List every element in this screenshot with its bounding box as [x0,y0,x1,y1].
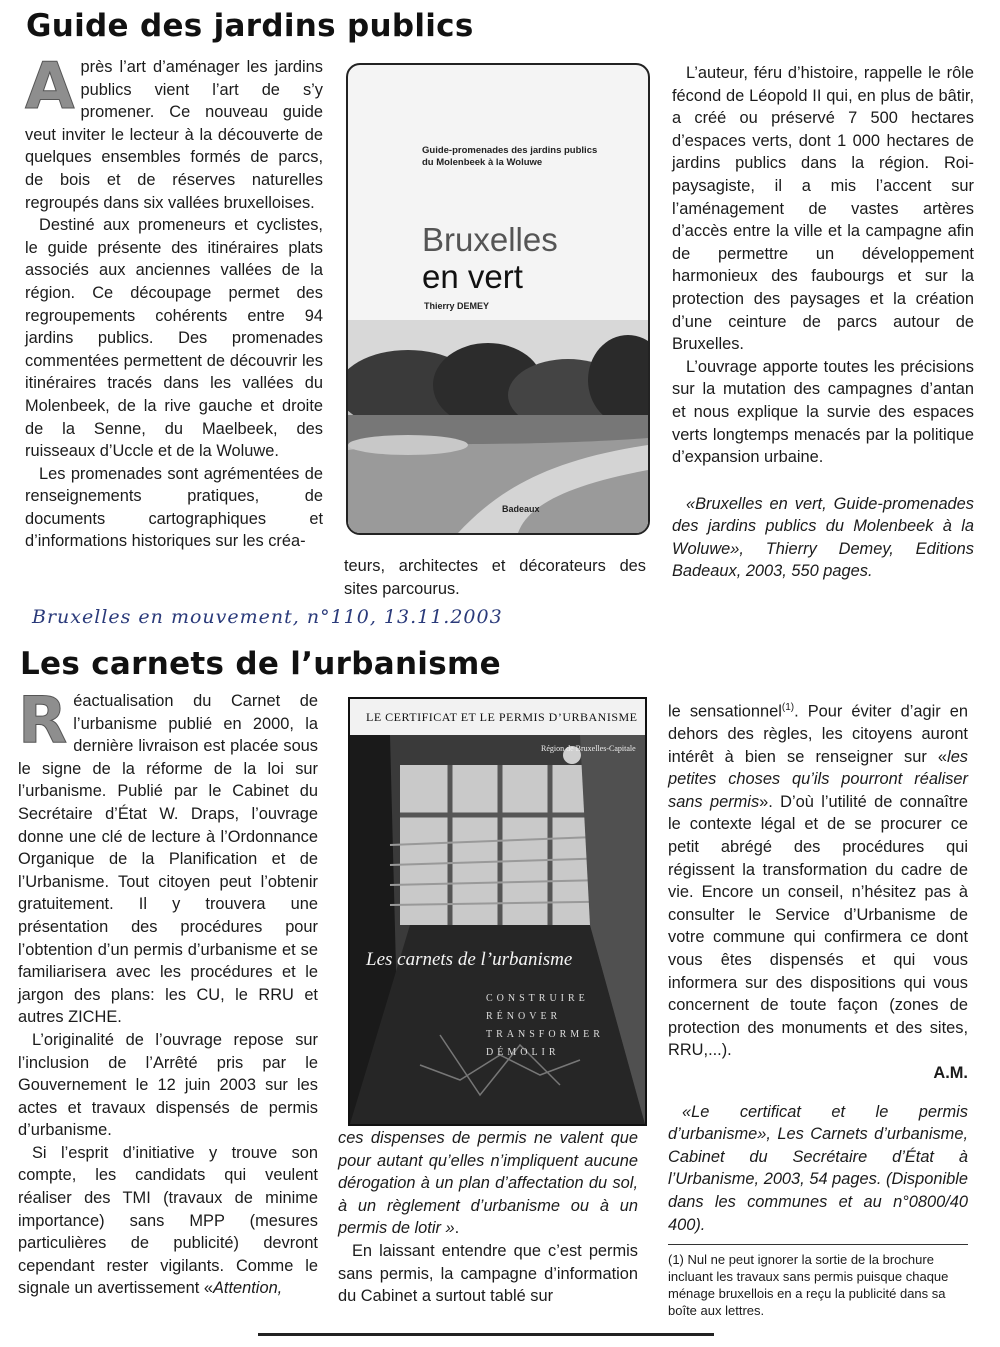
article2-col1-p1: éactualisation du Carnet de l’urbanisme publié en 2000, la dernière livraison est placée sous le signe de la réforme de la loi sur l’urbanisme. Publié par le Cabinet du Secrétaire d’État W. Draps, l’ouvrage donne une clé de lecture à l’Ordonnance Organique de la Planification et de l’Urbanisme. Tout citoyen peut l’obtenir gratuitement. Il y trouvera une présentation des procédures pour l’obtention d’un permis d’urbanisme et se familiarisera avec les procédures et le jargon des plans: les CU, le RRU et autres ZICHE. [18,692,318,1027]
article1-col1-p1: près l’art d’aménager les jardins publics vient l’art de s’y promener. Ce nouveau guide veut inviter le lecteur à la découverte de quelques ensembles formés de parcs, de bois et de réserves naturelles regroupés dans six vallées bruxelloises. [25,58,323,212]
article1-col2-continuation: teurs, architectes et décorateurs des sites parcourus. [344,557,646,598]
article1-column2 [344,555,646,600]
article1-column1 [25,50,323,553]
article1-col3-p2: L’ouvrage apporte toutes les précisions sur la mutation des campagnes d’antan et nous explique la survie des espaces verts longtemps menacés par la politique d’expansion urbaine. [672,357,974,467]
article2-col1-p2: L’originalité de l’ouvrage repose sur l’inclusion de l’Arrêté pris par le Gouvernement le 12 juin 2003 sur les actes et travaux dispensés de permis d’urbanisme. [18,1030,318,1140]
book2-region-label: Région de Bruxelles-Capitale [541,744,636,753]
article2-col1-p3-text: Si l’esprit d’initiative y trouve son compte, les candidats qui veulent réaliser des TMI (travaux de minime importance) sans MPP (mesures particulières de publicité) devront cependant rester vigilants. Comme le signale un avertissement « [18,1143,318,1298]
book1-title-line1: Bruxelles [422,221,558,258]
article2-column1 [18,684,318,1300]
book2-title: Les carnets de l’urbanisme [366,949,573,970]
article2-title: Les carnets de l’urbanisme [20,646,501,682]
book-cover-carnets-urbanisme [348,697,647,1126]
article1-col1-p2: Destiné aux promeneurs et cyclistes, le guide présente des itinéraires plats associés aux anciennes vallées de la région. Ce découpage permet des regroupements cohérents entre 94 jardins publics. Des promenades commentées permettent de découvrir les itinéraires tracés dans les vallées du Molenbeek, de la rive gauche et droite de la Senne, du Maelbeek, des ruisseaux d’Uccle et de la Woluwe. [25,216,323,461]
article2-col2-p1: ces dispenses de permis ne valent que pour autant qu’elles n’impliquent aucune dérogation à un plan d’affectation du sol, à un règlement d’urbanisme ou à un permis de lotir » [338,1129,638,1238]
article2-col2-p2: En laissant entendre que c’est permis sans permis, la campagne d’information du Cabinet a surtout tablé sur [338,1241,638,1306]
article1-dropcap: A [25,50,75,124]
book2-verb-4: DÉMOLIR [486,1047,560,1058]
article1-caption: «Bruxelles en vert, Guide-promenades des jardins publics du Molenbeek à la Woluwe», Thierry Demey, Editions Badeaux, 2003, 550 pages. [672,494,974,581]
article1-column3 [672,62,974,583]
article2-dropcap: R [18,684,68,758]
book-cover-bruxelles-en-vert [346,63,650,535]
article2-signature: A.M. [933,1063,968,1082]
park-photo [348,320,648,533]
book2-verb-1: CONSTRUIRE [486,993,589,1004]
footnote-divider [668,1244,968,1319]
article2-footnote: (1) Nul ne peut ignorer la sortie de la brochure incluant les travaux sans permis puisque chaque ménage bruxellois en a reçu la publicité dans sa boîte aux lettres. [668,1252,949,1319]
book1-publisher: Badeaux [502,504,540,514]
book1-author: Thierry DEMEY [424,301,490,311]
article2-col3-p1: le sensationnel$^{(1)}$. Pour éviter d’agir en dehors des règles, les citoyens auront intérêt à bien se renseigner sur «les petites choses qu’ils pourront réaliser sans permis». D’où l’utilité de connaître le contexte légal et de se procurer ce petit abrégé des procédures qui régissent la transformation du cadre de vie. Encore un conseil, n’hésitez pas à consulter le Service d’Urbanisme de votre commune qui confirmera ce dont vous êtes dispensés et qui vous informera sur des dispositions qui vous concernent de toute façon (zones de protection des monuments et des sites, RRU,...). [668,702,968,1060]
bottom-rule [258,1333,714,1336]
article2-col1-p3-italic: Attention, [212,1279,283,1298]
article2-caption: «Le certificat et le permis d’urbanisme», Les Carnets d’urbanisme, Cabinet du Secrétaire d’État à l’Urbanisme, 2003, 54 pages. (Disponible dans les communes et au n°0800/40 400). [668,1102,968,1234]
article2-column2 [338,1127,638,1308]
book2-header: LE CERTIFICAT ET LE PERMIS D’URBANISME [366,710,638,724]
article2-col1-p3 [18,1142,318,1300]
article1-title: Guide des jardins publics [26,8,474,44]
article2-col2-p1-end: . [454,1219,460,1238]
article1-col1-p3: Les promenades sont agrémentées de renseignements pratiques, de documents cartographiques et d’informations historiques sur les créa- [25,464,323,551]
window-photo [350,735,645,1124]
book1-title-line2: en vert [422,258,523,295]
footnote-ref: (1) [781,702,795,713]
article2-column3 [668,697,968,1319]
handwritten-source-note: Bruxelles en mouvement, n°110, 13.11.2003 [32,606,503,628]
book1-subtitle: Guide-promenades des jardins publics du Molenbeek à la Woluwe [422,145,598,168]
article1-col3-p1: L’auteur, féru d’histoire, rappelle le rôle fécond de Léopold II qui, en plus de bâtir, a créé ou préservé 7 500 hectares d’espaces verts, dont 1 000 hectares de jardins publics dans la région. Roi-paysagiste, il a mis l’accent sur l’aménagement de vastes artères d’accès entre la ville et la campagne afin de permettre un développement harmonieux des faubourgs et sur la protection des paysages et la création d’une ceinture de parcs autour de Bruxelles. [672,64,974,354]
book2-verb-3: TRANSFORMER [486,1029,604,1040]
book2-verb-2: RÉNOVER [486,1011,562,1022]
